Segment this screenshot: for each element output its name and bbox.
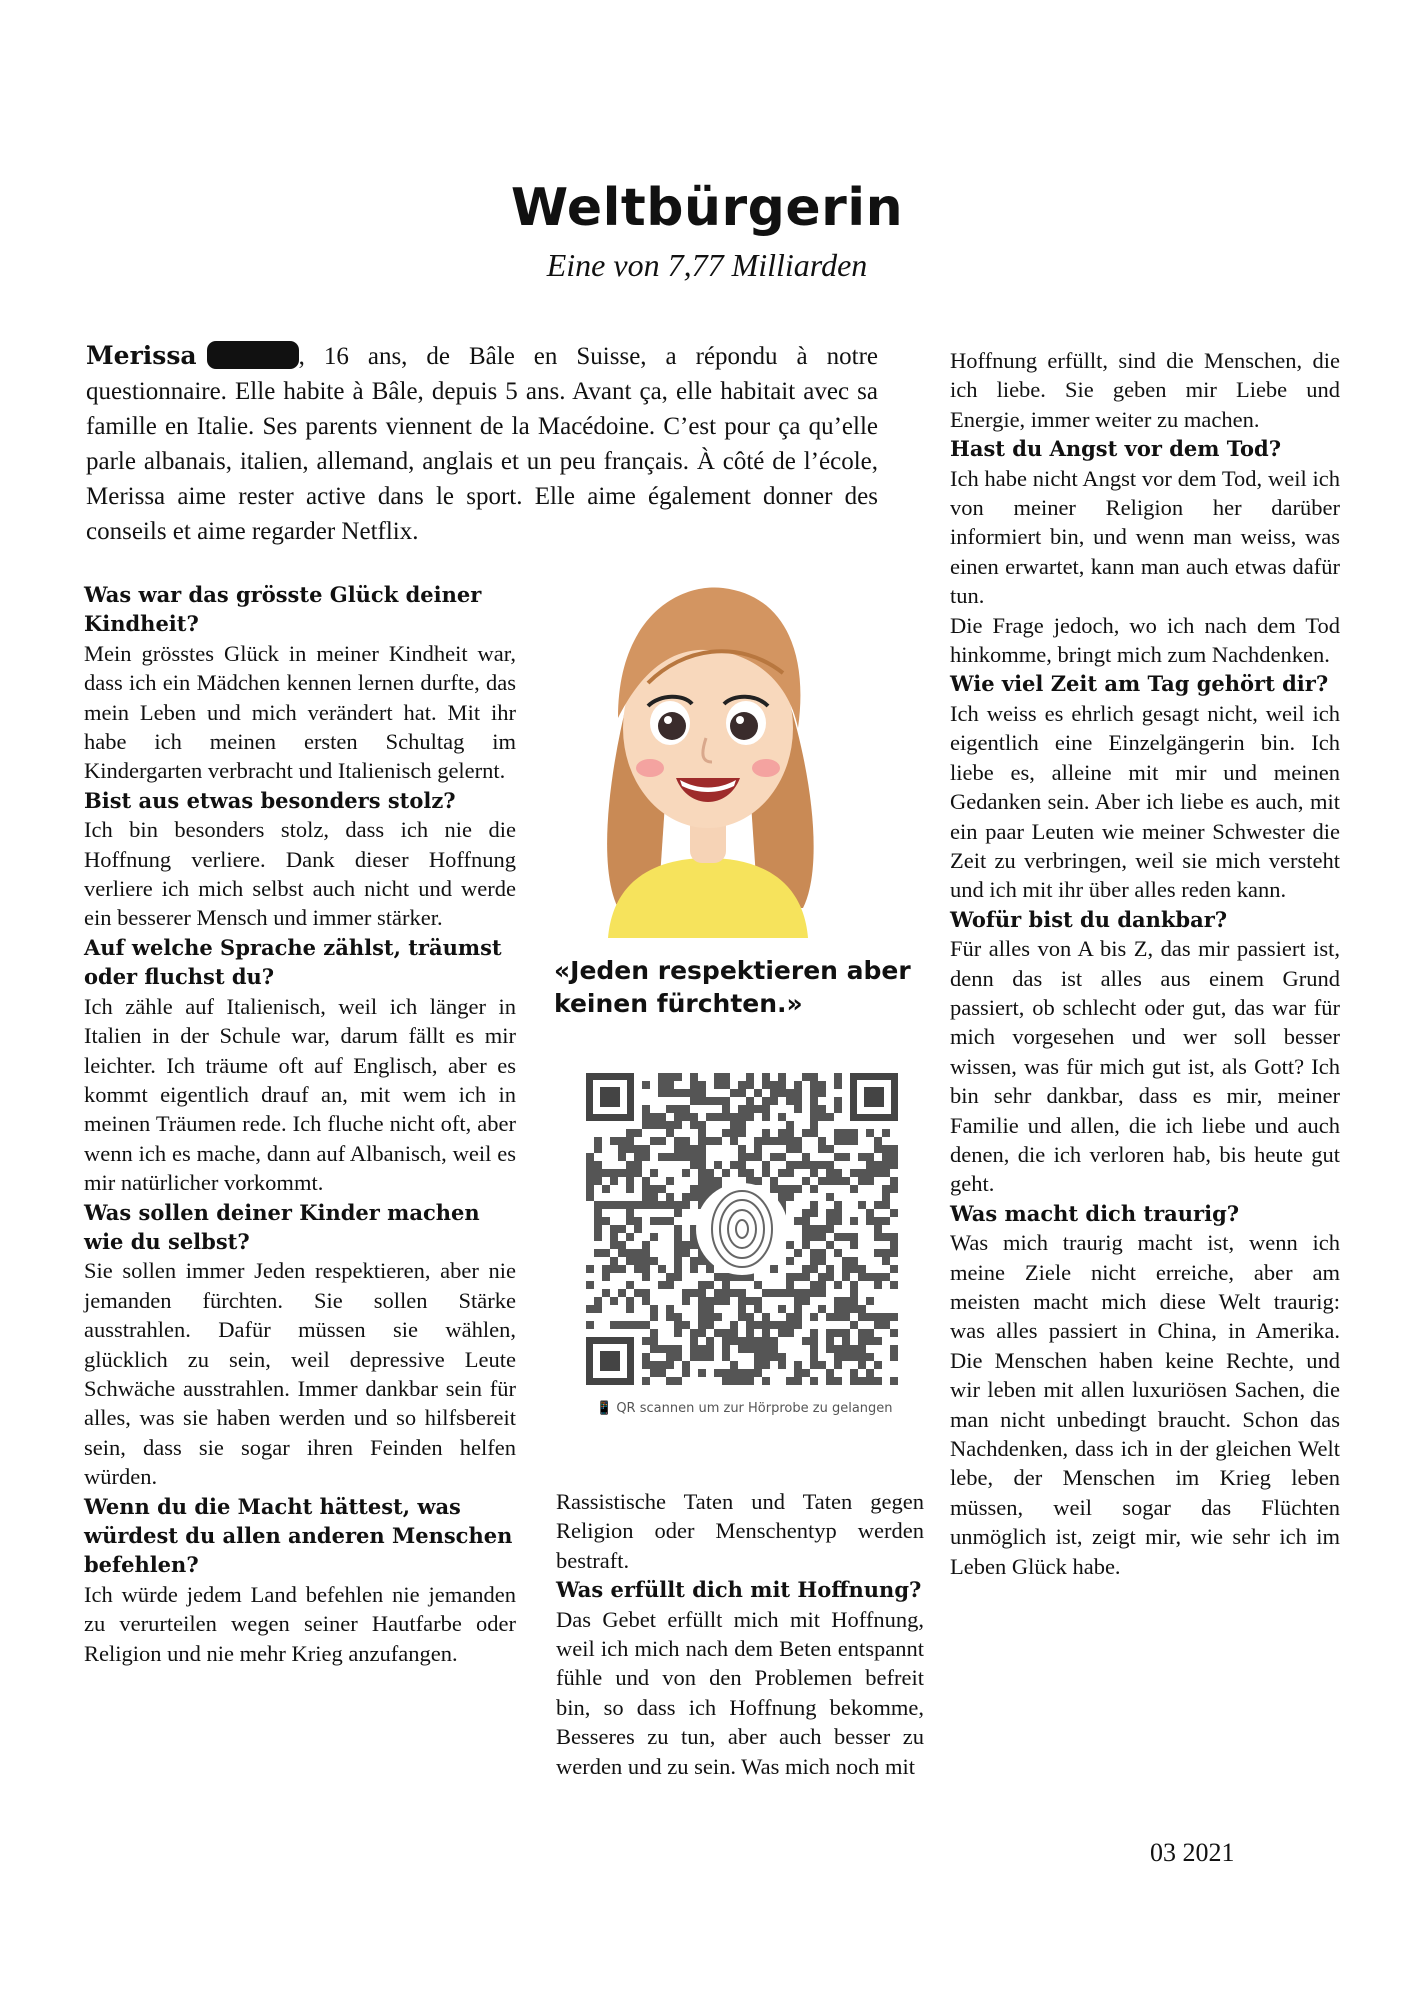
answer-text: Mein grösstes Glück in meiner Kindheit war, dass ich ein Mädchen kennen lernen durfte, das mein Leben und mich verändert hat. Mit ihr habe ich meinen ersten Schultag im Kindergarten verbracht und Italienisch gelernt.: [84, 640, 516, 784]
question-heading: Was war das grösste Glück deiner Kindheit?: [84, 582, 482, 637]
question-heading: Wofür bist du dankbar?: [950, 906, 1228, 932]
article-subtitle: Eine von 7,77 Milliarden: [546, 247, 868, 283]
answer-text: Ich weiss es ehrlich gesagt nicht, weil ich eigentlich eine Einzelgängerin bin. Ich liebe es, alleine mit mir und meinen Gedanken sein. Aber ich liebe es auch, mit ein paar Leuten wie meiner Schwester die Zeit zu verbringen, weil sie mich versteht und ich mit ihr über alles reden kann.: [950, 700, 1340, 903]
answer-text: Die Frage jedoch, wo ich nach dem Tod hinkomme, bringt mich zum Nachdenken.: [950, 612, 1340, 668]
question-heading: Auf welche Sprache zählst, träumst oder fluchst du?: [84, 934, 502, 990]
question-heading: Was sollen deiner Kinder machen wie du selbst?: [84, 1199, 480, 1254]
question-heading: Wenn du die Macht hättest, was würdest du allen anderen Menschen befehlen?: [84, 1493, 513, 1578]
question-heading: Was macht dich traurig?: [950, 1200, 1240, 1226]
question-heading: Was erfüllt dich mit Hoffnung?: [556, 1577, 922, 1603]
article-title: Weltbürgerin: [510, 178, 904, 238]
answer-text: Rassistische Taten und Taten gegen Religion oder Menschentyp werden bestraft.: [556, 1489, 924, 1573]
portrait-illustration: [588, 578, 828, 938]
answer-text: Ich würde jedem Land befehlen nie jemanden zu verurteilen wegen seiner Hautfarbe oder Religion und nie mehr Krieg anzufangen.: [84, 1581, 516, 1666]
question-heading: Hast du Angst vor dem Tod?: [950, 436, 1281, 462]
answer-text: Ich bin besonders stolz, dass ich nie die Hoffnung verliere. Dank dieser Hoffnung verliere ich mich selbst auch nicht und werde ein besserer Mensch und immer stärker.: [84, 817, 516, 931]
answer-text: Ich habe nicht Angst vor dem Tod, weil ich von meiner Religion her darüber informiert bin, und wenn man weiss, was einen erwartet, kann man auch etwas dafür tun.: [950, 465, 1340, 609]
answer-text: Ich zähle auf Italienisch, weil ich länger in Italien in der Schule war, darum fällt es mir leichter. Ich träume oft auf Englisch, aber es kommt eigentlich drauf an, mit wem ich in meinen Träumen rede. Ich fluche nicht oft, aber wenn ich es mache, dann auf Albanisch, weil es mir natürlicher vorkommt.: [84, 993, 516, 1196]
question-heading: Wie viel Zeit am Tag gehört dir?: [950, 671, 1329, 697]
intro-text: , 16 ans, de Bâle en Suisse, a répondu à notre questionnaire. Elle habite à Bâle, depuis 5 ans. Avant ça, elle habitait avec sa famille en Italie. Ses parents viennent de la Macédoine. C’est pour ça qu’elle parle albanais, italien, allemand, anglais et un peu français. À côté de l’école, Merissa aime rester active dans le sport. Elle aime également donner des conseils et aime regarder Netflix.: [86, 343, 878, 545]
pull-quote: «Jeden respektieren aber keinen fürchten.»: [554, 956, 911, 1018]
intro-name: Merissa: [86, 341, 197, 370]
column-middle: [556, 1487, 924, 1781]
qr-caption-text: QR scannen um zur Hörprobe zu gelangen: [616, 1401, 893, 1416]
answer-text: Für alles von A bis Z, das mir passiert ist, denn das ist alles aus einem Grund passiert, ob schlecht oder gut, das war für mich vorgesehen und wer soll besser wissen, was für mich gut ist, als Gott? Ich bin sehr dankbar, dass es mir, meiner Familie und allen, die ich liebe und auch denen, die ich verloren hab, bis heute gut geht.: [950, 936, 1340, 1197]
answer-text: Sie sollen immer Jeden respektieren, aber nie jemanden fürchten. Sie sollen Stärke ausstrahlen. Dafür müssen sie wählen, glücklich zu sein, weil depressive Leute Schwäche ausstrahlen. Immer dankbar sein für alles, was sie haben werden und so hilfsbereit sein, dass sie sogar ihren Feinden helfen würden.: [84, 1258, 516, 1490]
intro-paragraph: [86, 338, 878, 549]
column-right: [950, 346, 1340, 1581]
redacted-surname: [207, 341, 299, 369]
question-heading: Bist aus etwas besonders stolz?: [84, 787, 456, 813]
phone-icon: 📱: [596, 1401, 617, 1416]
answer-text: Das Gebet erfüllt mich mit Hoffnung, weil ich mich nach dem Beten entspannt fühle und von den Problemen befreit bin, so dass ich Hoffnung bekomme, Besseres zu tun, aber auch besser zu werden und zu sein. Was mich noch mit: [556, 1606, 924, 1779]
answer-text: Was mich traurig macht ist, wenn ich meine Ziele nicht erreiche, aber am meisten macht mich diese Welt traurig: was alles passiert in China, in Amerika. Die Menschen haben keine Rechte, und wir leben mit allen luxuriösen Sachen, die man nicht unbedingt braucht. Schon das Nachdenken, dass ich in der gleichen Welt lebe, der Menschen im Krieg leben müssen, weil sogar das Flüchten unmöglich ist, zeigt mir, wie sehr ich im Leben Glück habe.: [950, 1230, 1340, 1579]
column-left: [84, 580, 516, 1668]
answer-text: Hoffnung erfüllt, sind die Menschen, die ich liebe. Sie geben mir Liebe und Energie, immer weiter zu machen.: [950, 348, 1340, 432]
issue-date: 03 2021: [1150, 1838, 1235, 1867]
qr-caption: [596, 1401, 916, 1416]
qr-code[interactable]: [586, 1073, 898, 1385]
